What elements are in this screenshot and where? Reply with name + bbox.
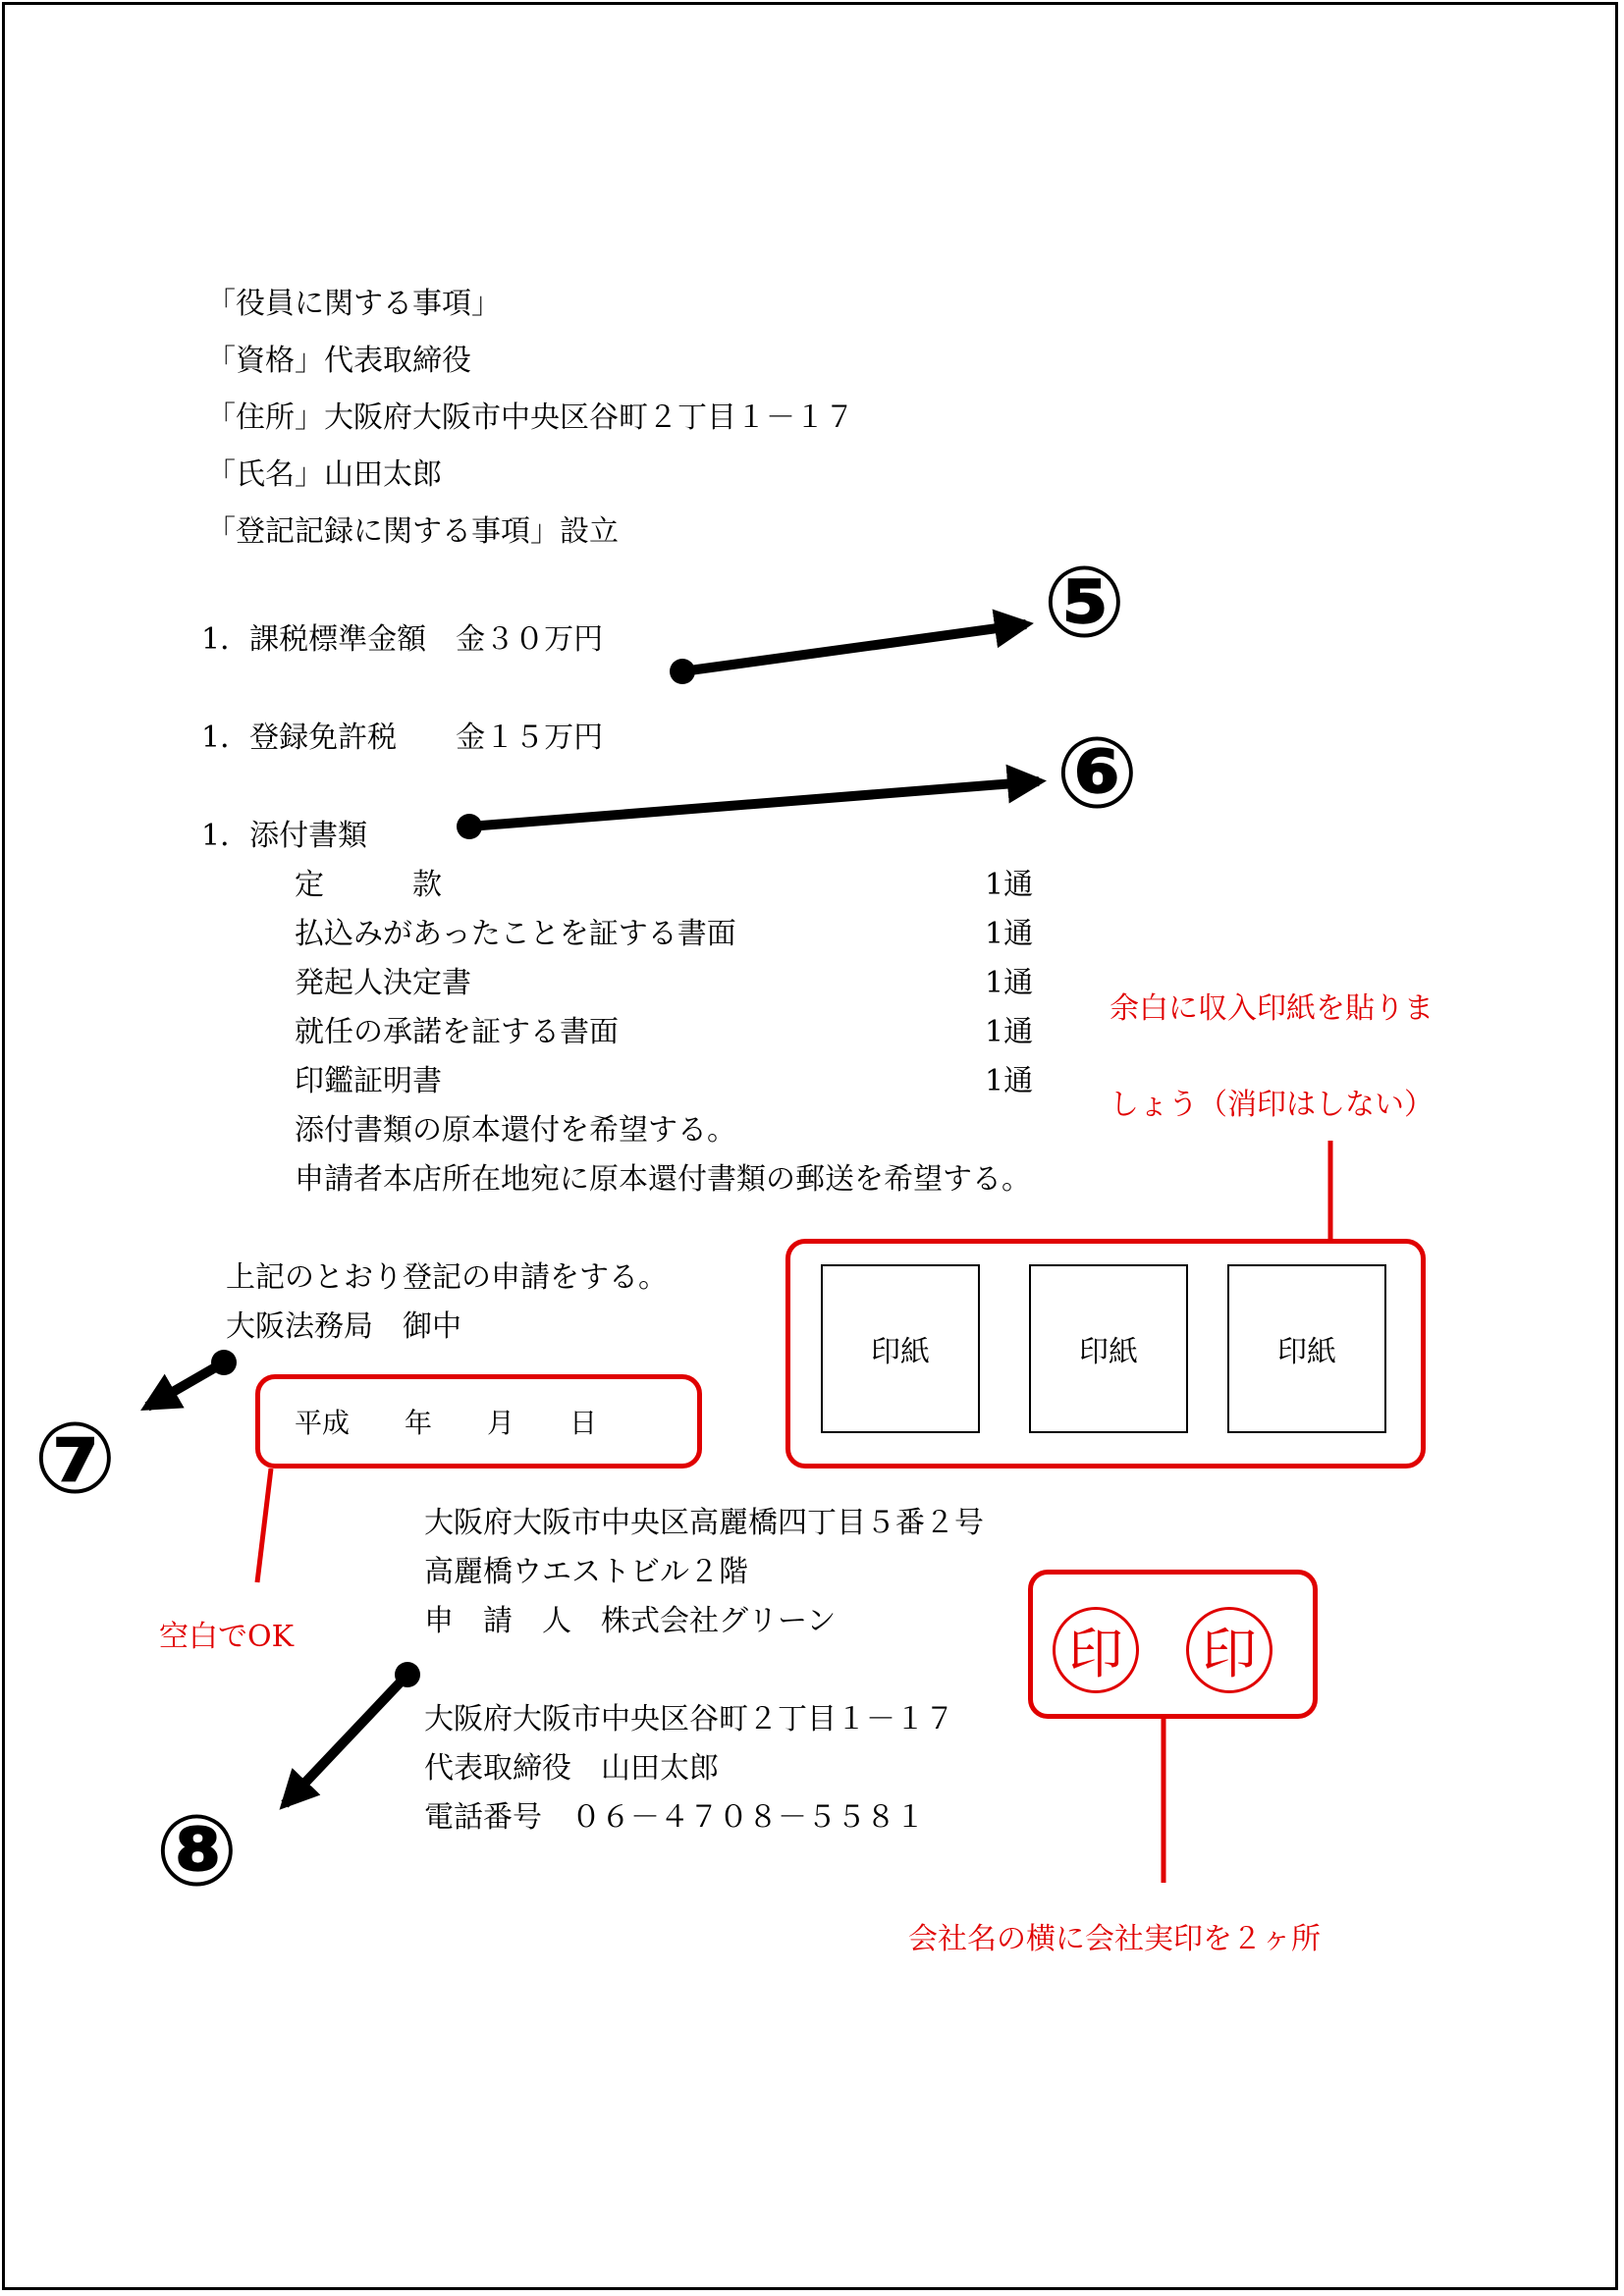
attachment-name: 定 款 [295,868,442,902]
attachments-heading: 1．添付書類 [201,819,368,853]
mail-request: 申請者本店所在地宛に原本還付書類の郵送を希望する。 [295,1162,1031,1197]
arrow-to-marker-6 [457,781,1039,839]
revenue-stamp-box: 印紙 [821,1264,980,1433]
revenue-stamp-box: 印紙 [1227,1264,1386,1433]
license-tax-line: 1．登録免許税 金１５万円 [201,721,604,755]
applicant-address-line1: 大阪府大阪市中央区高麗橋四丁目５番２号 [424,1506,984,1540]
officer-name: 「氏名」山田太郎 [206,457,442,492]
marker-7: ⑦ [33,1401,117,1516]
attachment-count: 1通 [985,1064,1034,1098]
arrow-to-marker-5 [670,624,1026,684]
officer-heading: 「役員に関する事項」 [206,287,501,321]
company-seal: 印 [1053,1607,1139,1693]
attachment-name: 印鑑証明書 [295,1064,442,1098]
attachment-name: 就任の承諾を証する書面 [295,1015,619,1049]
registration-record: 「登記記録に関する事項」設立 [206,514,619,549]
company-seal: 印 [1186,1607,1272,1693]
marker-5: ⑤ [1043,545,1126,660]
attachment-name: 発起人決定書 [295,966,471,1000]
seal-note: 会社名の横に会社実印を２ヶ所 [908,1922,1321,1956]
phone-number: 電話番号 ０６－４７０８－５５８１ [424,1800,925,1835]
attachment-count: 1通 [985,966,1034,1000]
attachment-count: 1通 [985,917,1034,951]
stamp-note-line1: 余白に収入印紙を貼りま [1110,991,1434,1026]
attachment-count: 1通 [985,868,1034,902]
date-line: 平成 年 月 日 [295,1407,598,1439]
attachment-count: 1通 [985,1015,1034,1049]
attachment-name: 払込みがあったことを証する書面 [295,917,736,951]
representative-title-name: 代表取締役 山田太郎 [424,1751,719,1786]
applicant-address-line2: 高麗橋ウエストビル２階 [424,1555,748,1589]
arrow-to-marker-7 [147,1350,237,1407]
marker-8: ⑧ [155,1793,239,1908]
marker-6: ⑥ [1056,716,1139,830]
applicant-line: 申 請 人 株式会社グリーン [424,1604,837,1638]
return-request: 添付書類の原本還付を希望する。 [295,1113,736,1148]
stamp-note-line2: しょう（消印はしない） [1110,1088,1434,1122]
representative-address: 大阪府大阪市中央区谷町２丁目１－１７ [424,1702,954,1736]
date-box-connector [257,1468,271,1582]
tax-base-line: 1．課税標準金額 金３０万円 [201,622,604,657]
application-statement: 上記のとおり登記の申請をする。 [226,1260,668,1295]
arrow-to-marker-8 [285,1662,420,1804]
revenue-stamp-box: 印紙 [1029,1264,1188,1433]
officer-qualification: 「資格」代表取締役 [206,344,471,378]
blank-ok-note: 空白でOK [159,1620,295,1654]
officer-address: 「住所」大阪府大阪市中央区谷町２丁目１－１７ [206,400,854,435]
recipient: 大阪法務局 御中 [226,1309,461,1344]
